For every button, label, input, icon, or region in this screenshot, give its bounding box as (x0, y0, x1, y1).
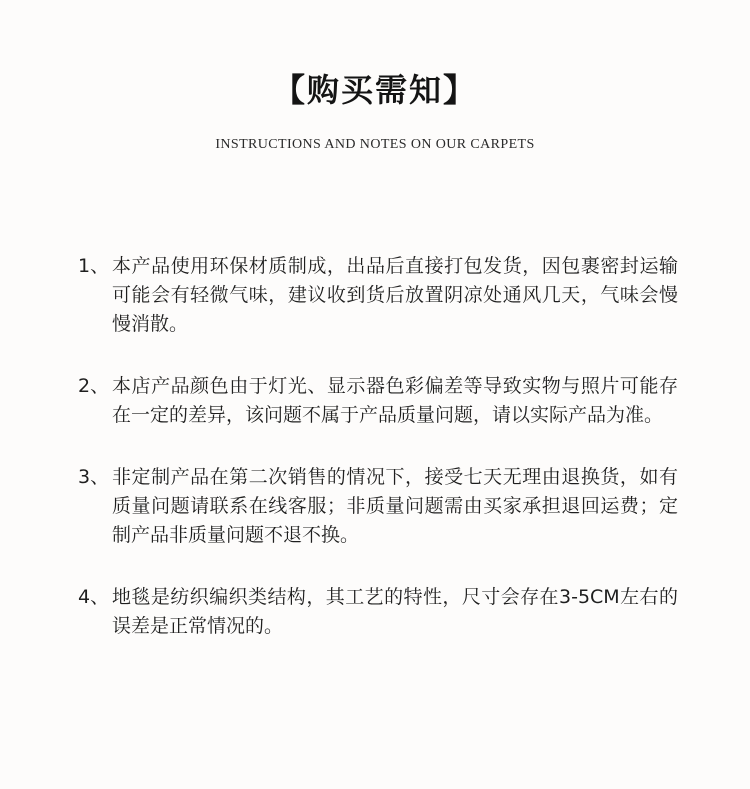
note-number: 3、 (78, 466, 110, 488)
page-subtitle: INSTRUCTIONS AND NOTES ON OUR CARPETS (215, 137, 535, 152)
note-item-2 (78, 372, 678, 430)
note-item-3 (78, 463, 678, 550)
note-number: 1、 (78, 255, 110, 277)
note-text: 本店产品颜色由于灯光、显示器色彩偏差等导致实物与照片可能存在一定的差异，该问题不属于产品质量问题，请以实际产品为准。 (112, 375, 678, 426)
page-title: 【购买需知】 (272, 71, 477, 109)
notes-list (78, 252, 678, 674)
note-text: 本产品使用环保材质制成，出品后直接打包发货，因包裹密封运输可能会有轻微气味，建议收到货后放置阴凉处通风几天，气味会慢慢消散。 (112, 255, 678, 335)
note-number: 4、 (78, 586, 110, 608)
note-number: 2、 (78, 375, 110, 397)
note-text: 非定制产品在第二次销售的情况下，接受七天无理由退换货，如有质量问题请联系在线客服；非质量问题需由买家承担退回运费；定制产品非质量问题不退不换。 (112, 466, 678, 546)
note-item-4 (78, 583, 678, 641)
note-text: 地毯是纺织编织类结构，其工艺的特性，尺寸会存在3-5CM左右的误差是正常情况的。 (112, 586, 678, 637)
note-item-1 (78, 252, 678, 339)
